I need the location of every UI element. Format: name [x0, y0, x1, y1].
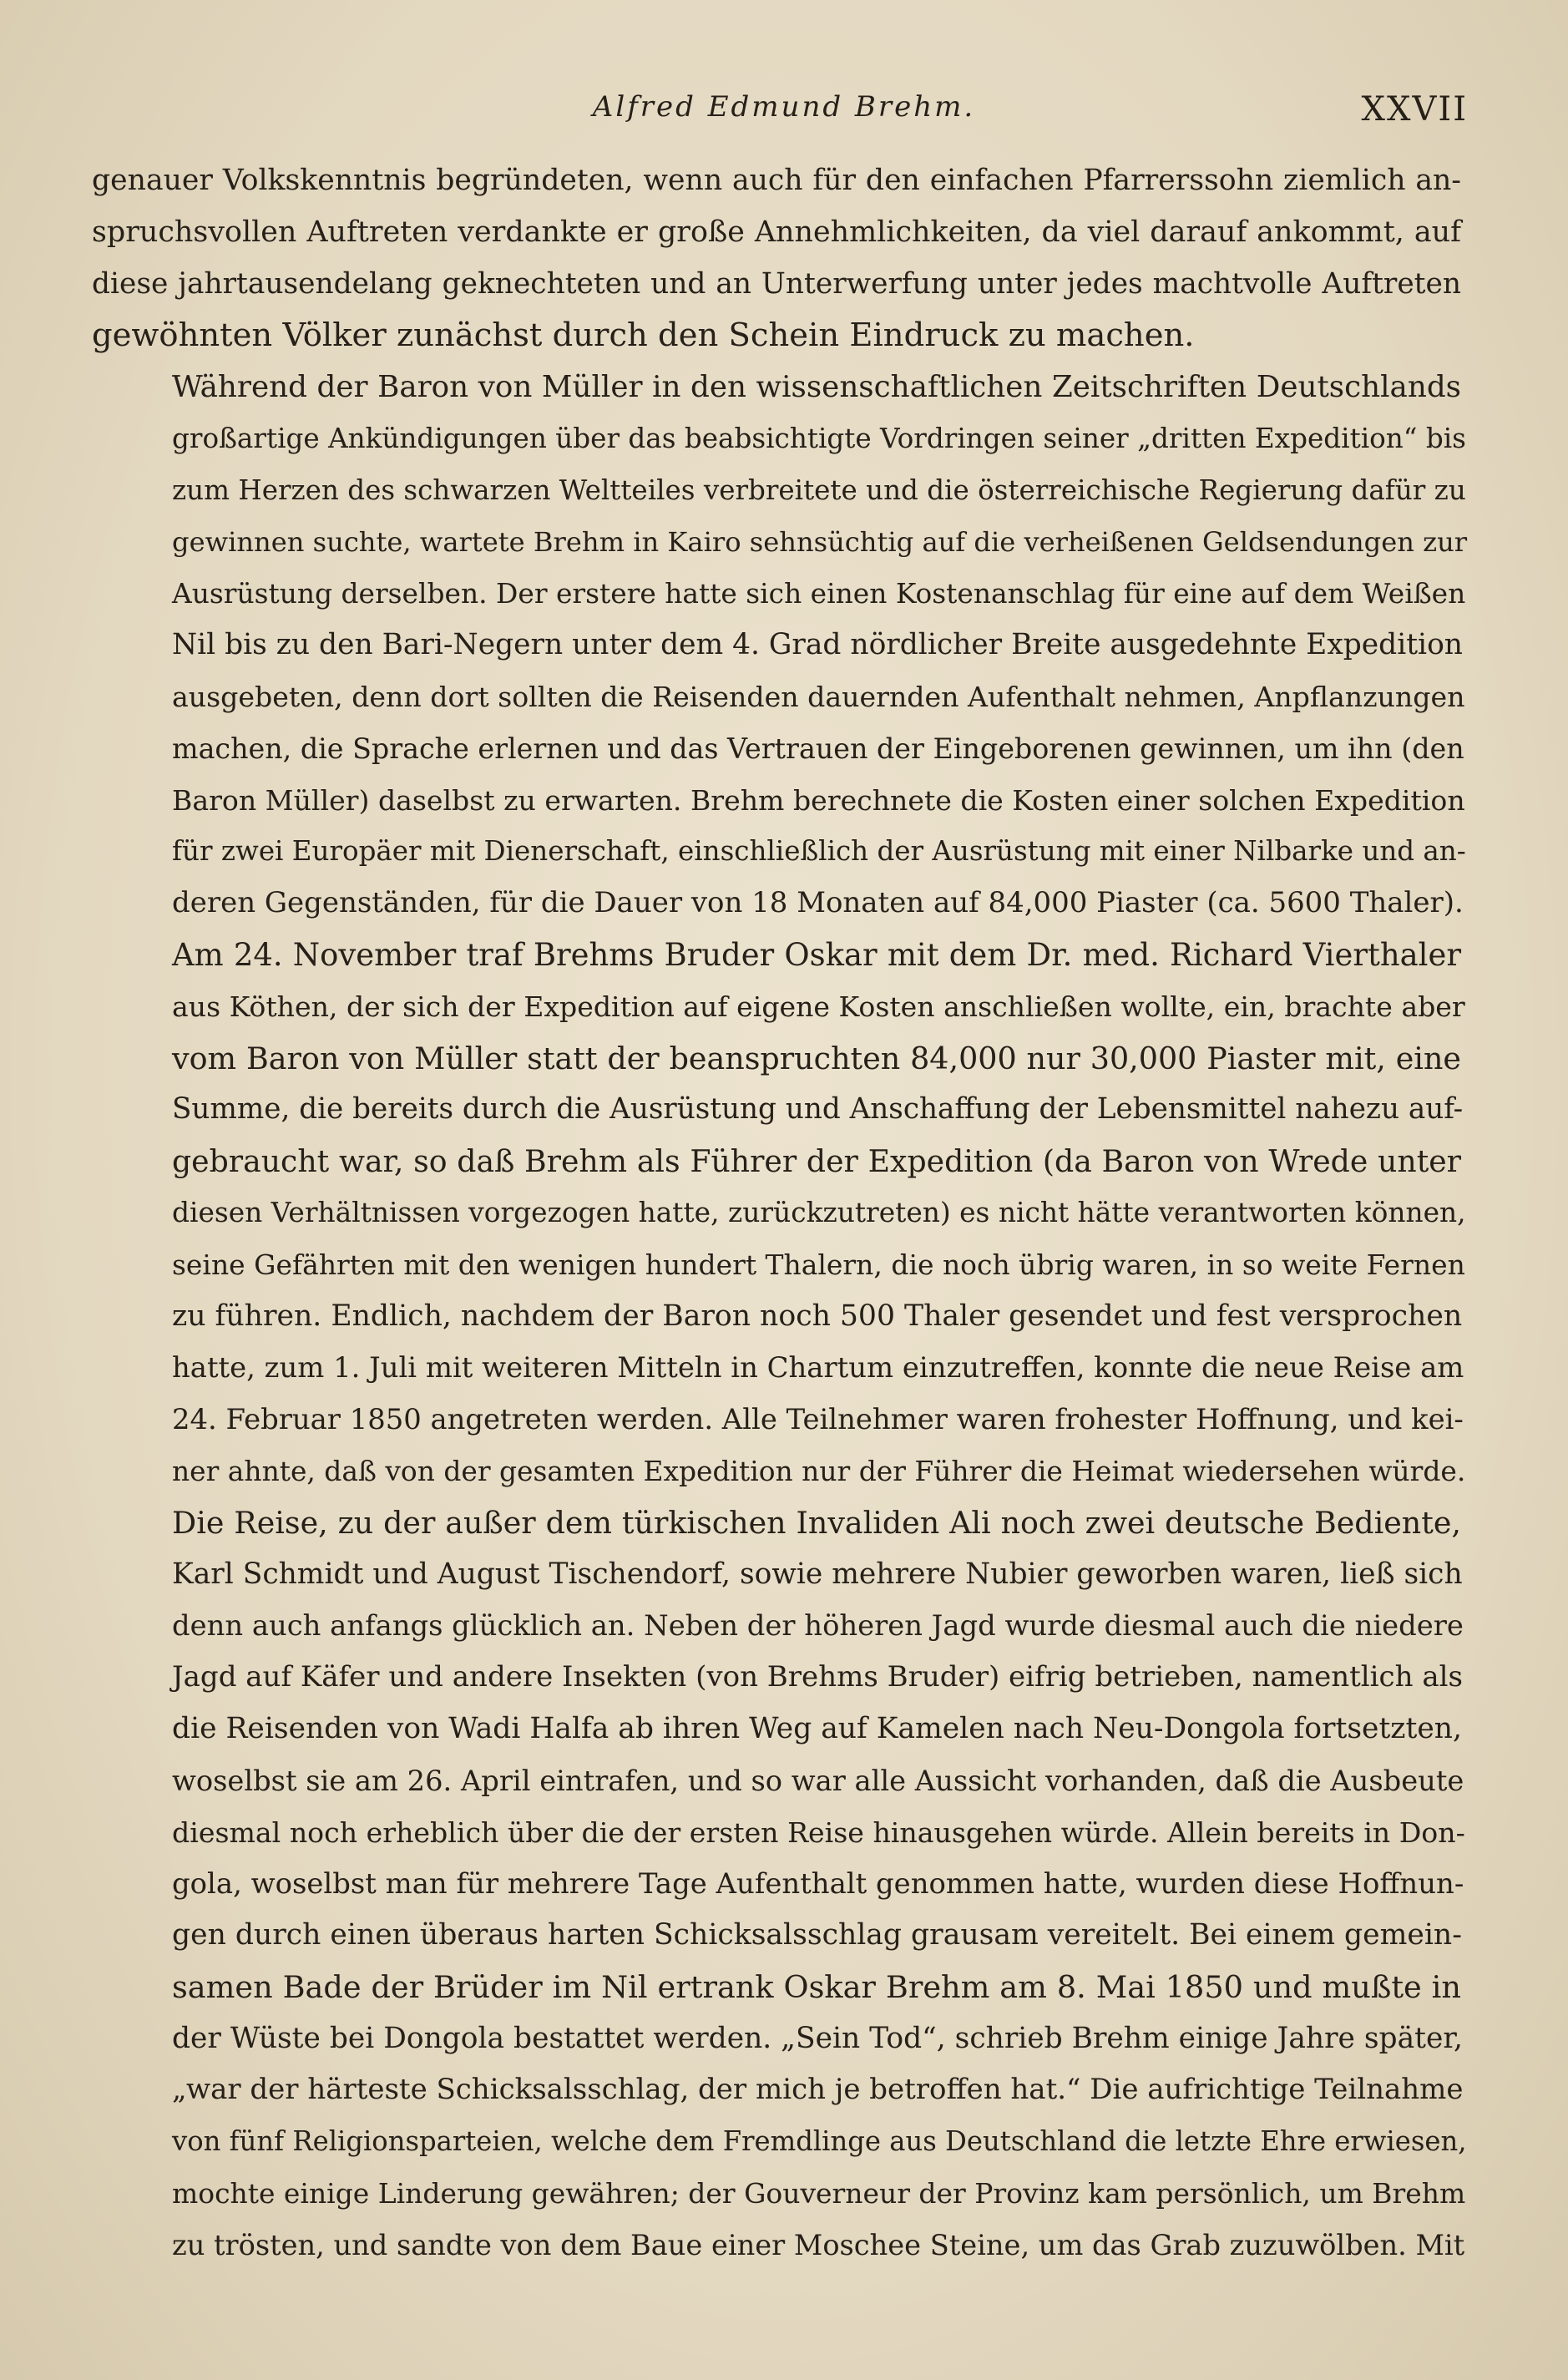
- text-line: ner ahnte, daß von der gesamten Expedition nur der Führer die Heimat wiedersehen würde.: [172, 1454, 1466, 1487]
- text-line: seine Gefährten mit den wenigen hundert Thalern, die noch übrig waren, in so weite Fernen: [172, 1248, 1465, 1281]
- text-line: Jagd auf Käfer und andere Insekten (von Brehms Bruder) eifrig betrieben, namentlich als: [172, 1660, 1463, 1694]
- paragraph-1: [92, 155, 1461, 362]
- text-line: gewinnen suchte, wartete Brehm in Kairo sehnsüchtig auf die verheißenen Geldsendungen zur: [172, 525, 1468, 558]
- text-line: denn auch anfangs glücklich an. Neben der höheren Jagd wurde diesmal auch die niedere: [172, 1609, 1464, 1643]
- text-line: diesen Verhältnissen vorgezogen hatte, zurückzutreten) es nicht hätte verantworten können,: [172, 1196, 1466, 1228]
- text-line: zu trösten, und sandte von dem Baue einer Moschee Steine, um das Grab zuzuwölben. Mit: [172, 2228, 1465, 2261]
- running-title: Alfred Edmund Brehm.: [592, 90, 976, 124]
- running-header: [0, 90, 1568, 140]
- text-line: gebraucht war, so daß Brehm als Führer der Expedition (da Baron von Wrede unter: [172, 1143, 1461, 1180]
- text-line: gen durch einen überaus harten Schicksalsschlag grausam vereitelt. Bei einem gemein-: [172, 1918, 1462, 1952]
- text-line: samen Bade der Brüder im Nil ertrank Oskar Brehm am 8. Mai 1850 und mußte in: [172, 1968, 1461, 2005]
- text-line: aus Köthen, der sich der Expedition auf eigene Kosten anschließen wollte, ein, brachte aber: [172, 990, 1465, 1023]
- text-line: gola, woselbst man für mehrere Tage Aufenthalt genommen hatte, wurden diese Hoffnun-: [172, 1867, 1464, 1901]
- text-line: für zwei Europäer mit Dienerschaft, einschließlich der Ausrüstung mit einer Nilbarke und an-: [172, 835, 1466, 868]
- text-line: hatte, zum 1. Juli mit weiteren Mitteln in Chartum einzutreffen, konnte die neue Reise am: [172, 1351, 1464, 1385]
- text-line: genauer Volkskenntnis begründeten, wenn auch für den einfachen Pfarrerssohn ziemlich an-: [92, 164, 1461, 197]
- text-line: „war der härteste Schicksalsschlag, der mich je betroffen hat.“ Die aufrichtige Teilnahme: [172, 2073, 1464, 2107]
- text-line: mochte einige Linderung gewähren; der Gouverneur der Provinz kam persönlich, um Brehm: [172, 2177, 1466, 2210]
- paragraph-2: [92, 362, 1468, 1497]
- text-line: diesmal noch erheblich über die der ersten Reise hinausgehen würde. Allein bereits in Don-: [172, 1815, 1465, 1849]
- text-line: Ausrüstung derselben. Der erstere hatte sich einen Kostenanschlag für eine auf dem Weißen: [172, 577, 1466, 610]
- text-line: die Reisenden von Wadi Halfa ab ihren Weg auf Kamelen nach Neu-Dongola fortsetzten,: [172, 1711, 1462, 1745]
- text-line: diese jahrtausendelang geknechteten und an Unterwerfung unter jedes machtvolle Auftreten: [92, 266, 1461, 301]
- text-line: Nil bis zu den Bari-Negern unter dem 4. Grad nördlicher Breite ausgedehnte Expedition: [172, 628, 1463, 662]
- text-line: von fünf Religionsparteien, welche dem Fremdlinge aus Deutschland die letzte Ehre erwiesen,: [172, 2125, 1467, 2158]
- text-line: Am 24. November traf Brehms Bruder Oskar mit dem Dr. med. Richard Vierthaler: [172, 936, 1461, 973]
- text-line: zu führen. Endlich, nachdem der Baron noch 500 Thaler gesendet und fest versprochen: [172, 1299, 1463, 1333]
- text-line: Summe, die bereits durch die Ausrüstung und Anschaffung der Lebensmittel nahezu auf-: [172, 1092, 1464, 1127]
- text-line: vom Baron von Müller statt der beanspruchten 84,000 nur 30,000 Piaster mit, eine: [172, 1040, 1461, 1076]
- text-line: woselbst sie am 26. April eintrafen, und so war alle Aussicht vorhanden, daß die Ausbeute: [172, 1764, 1464, 1797]
- text-line: ausgebeten, denn dort sollten die Reisenden dauernden Aufenthalt nehmen, Anpflanzungen: [172, 680, 1465, 713]
- paragraph-3: [92, 1497, 1467, 2271]
- text-line: der Wüste bei Dongola bestattet werden. „Sein Tod“, schrieb Brehm einige Jahre später,: [172, 2021, 1463, 2055]
- text-line: Während der Baron von Müller in den wissenschaftlichen Zeitschriften Deutschlands: [172, 370, 1461, 405]
- text-line: 24. Februar 1850 angetreten werden. Alle Teilnehmer waren frohester Hoffnung, und kei-: [172, 1403, 1464, 1436]
- text-line: gewöhnten Völker zunächst durch den Schein Eindruck zu machen.: [92, 316, 1195, 355]
- text-line: Die Reise, zu der außer dem türkischen Invaliden Ali noch zwei deutsche Bediente,: [172, 1504, 1461, 1541]
- text-line: zum Herzen des schwarzen Weltteiles verbreitete und die österreichische Regierung dafür zu: [172, 473, 1466, 506]
- text-line: Karl Schmidt und August Tischendorf, sowie mehrere Nubier geworben waren, ließ sich: [172, 1557, 1463, 1591]
- text-line: Baron Müller) daselbst zu erwarten. Brehm berechnete die Kosten einer solchen Expedition: [172, 783, 1465, 817]
- text-line: deren Gegenständen, für die Dauer von 18 Monaten auf 84,000 Piaster (ca. 5600 Thaler).: [172, 886, 1464, 920]
- body-text: [92, 155, 1468, 2271]
- text-line: spruchsvollen Auftreten verdankte er große Annehmlichkeiten, da viel darauf ankommt, auf: [92, 215, 1461, 249]
- page-number: XXVII: [1361, 90, 1468, 129]
- text-line: großartige Ankündigungen über das beabsichtigte Vordringen seiner „dritten Expedition“ bis: [172, 422, 1466, 454]
- text-line: machen, die Sprache erlernen und das Vertrauen der Eingeborenen gewinnen, um ihn (den: [172, 732, 1464, 765]
